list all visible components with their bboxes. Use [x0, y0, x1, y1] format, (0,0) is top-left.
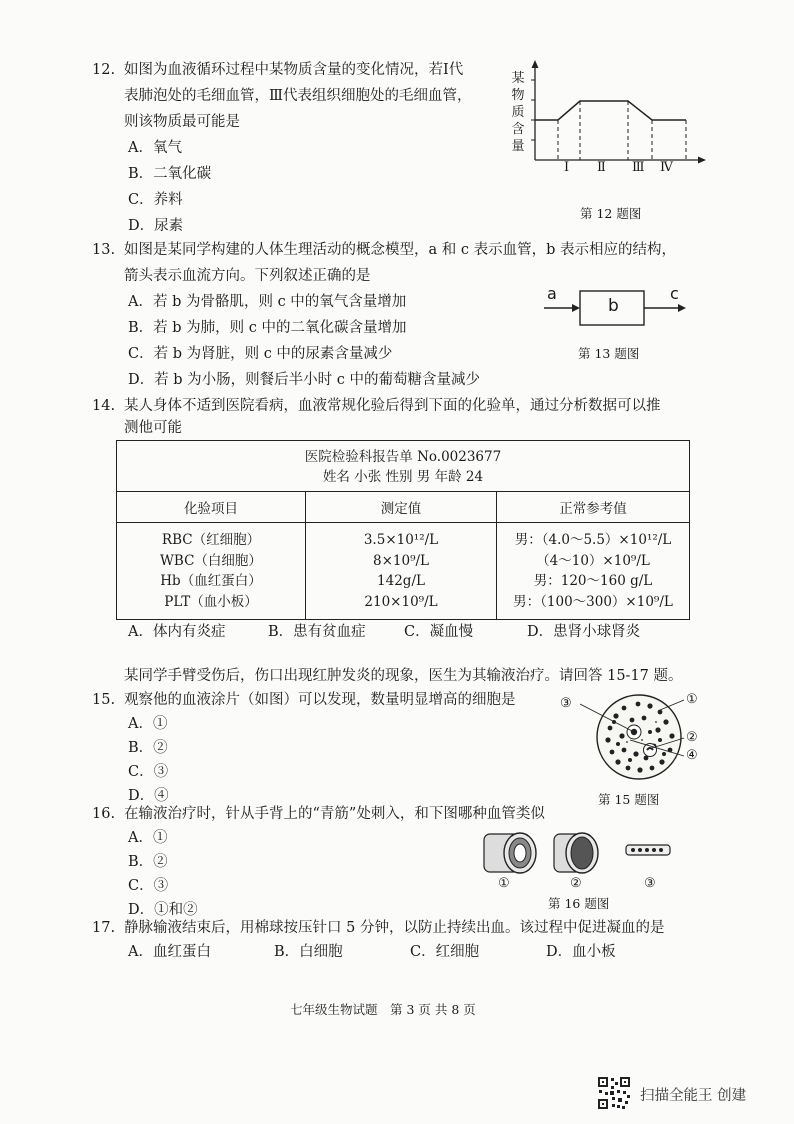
- q15-label-1: ①: [686, 692, 698, 707]
- q12-option-b[interactable]: B．二氧化碳: [128, 166, 212, 182]
- q12-line3: 则该物质最可能是: [124, 114, 240, 130]
- q12-option-a[interactable]: A．氧气: [128, 140, 182, 156]
- q15-number: 15.: [92, 692, 116, 708]
- q16-label-3: ③: [644, 876, 656, 891]
- q17-option-d[interactable]: D．血小板: [546, 944, 616, 960]
- report-item: RBC（红细胞）: [161, 532, 261, 548]
- report-value: 142g/L: [377, 573, 425, 589]
- q15-label-3: ③: [560, 696, 572, 711]
- q16-vessel-3-capillary: [624, 842, 674, 858]
- lab-report-table: [116, 440, 690, 620]
- q12-xlabel-1: Ⅰ: [564, 160, 570, 175]
- report-patient: 姓名 小张 性别 男 年龄 24: [322, 469, 484, 485]
- report-value: 3.5×10¹²/L: [363, 532, 439, 548]
- q12-option-d[interactable]: D．尿素: [128, 218, 184, 234]
- q17-stem: 17. 静脉输液结束后，用棉球按压针口 5 分钟，以防止持续出血。该过程中促进凝血的是: [92, 920, 665, 936]
- report-values-cell: [306, 523, 497, 620]
- q13-option-c[interactable]: C．若 b 为肾脏，则 c 中的尿素含量减少: [128, 346, 393, 362]
- q12-ylabel-char: 物: [511, 88, 525, 103]
- q12-xlabel-3: Ⅲ: [632, 160, 645, 175]
- q16-caption: 第 16 题图: [548, 896, 610, 911]
- q13-label-b: b: [608, 296, 619, 316]
- q12-chart: [528, 58, 708, 168]
- q15-label-4: ④: [686, 748, 698, 763]
- report-title: 医院检验科报告单 No.0023677: [304, 449, 502, 465]
- q17-option-a[interactable]: A．血红蛋白: [128, 944, 211, 960]
- q13-option-b[interactable]: B．若 b 为肺，则 c 中的二氧化碳含量增加: [128, 320, 407, 336]
- q16-vessel-2-vein: [548, 826, 604, 878]
- q13-label-a: a: [547, 284, 557, 303]
- q13-line1: 13. 如图是某同学构建的人体生理活动的概念模型，a 和 c 表示血管，b 表示相应的结构，: [92, 242, 676, 258]
- q12-y-arrow: [532, 60, 539, 68]
- report-header-item: 化验项目: [117, 492, 306, 523]
- report-header-reference: 正常参考值: [497, 492, 690, 523]
- q15-label-2: ②: [686, 730, 698, 745]
- q16-number: 16.: [92, 806, 116, 822]
- report-item: Hb（血红蛋白）: [160, 573, 262, 589]
- q15-stem: 15. 观察他的血液涂片（如图）可以发现，数量明显增高的细胞是: [92, 692, 516, 708]
- q13-number: 13.: [92, 242, 116, 258]
- q17-number: 17.: [92, 920, 116, 936]
- q12-line2: 表肺泡处的毛细血管，Ⅲ代表组织细胞处的毛细血管，: [124, 88, 472, 104]
- q16-option-d[interactable]: D．①和②: [128, 902, 198, 918]
- report-refs-cell: [497, 523, 690, 620]
- q15-caption: 第 15 题图: [598, 792, 660, 807]
- q13-caption: 第 13 题图: [578, 346, 640, 361]
- q12-option-c[interactable]: C．养料: [128, 192, 183, 208]
- q14-line2: 测他可能: [124, 420, 182, 436]
- q14-option-c[interactable]: C．凝血慢: [404, 624, 474, 640]
- q14-number: 14.: [92, 398, 116, 414]
- q17-option-c[interactable]: C．红细胞: [410, 944, 480, 960]
- report-ref: 男：（4.0～5.5）×10¹²/L: [514, 532, 672, 548]
- q16-vessel-1-artery: [478, 826, 540, 878]
- q12-ylabel-char: 质: [511, 105, 525, 120]
- q12-caption: 第 12 题图: [580, 206, 642, 221]
- q13-option-d[interactable]: D．若 b 为小肠，则餐后半小时 c 中的葡萄糖含量减少: [128, 372, 480, 388]
- page-footer: 七年级生物试题 第 3 页 共 8 页: [290, 1002, 476, 1017]
- q16-stem: 16. 在输液治疗时，针从手背上的“青筋”处刺入，和下图哪种血管类似: [92, 806, 545, 822]
- q16-option-a[interactable]: A．①: [128, 830, 168, 846]
- q14-option-d[interactable]: D．患肾小球肾炎: [527, 624, 641, 640]
- q15-leader-lines: [570, 692, 690, 762]
- section-intro: 某同学手臂受伤后，伤口出现红肿发炎的现象，医生为其输液治疗。请回答 15-17 题。: [124, 668, 683, 684]
- q14-option-a[interactable]: A．体内有炎症: [128, 624, 226, 640]
- report-items-cell: [117, 523, 306, 620]
- q12-x-arrow: [698, 157, 706, 164]
- q12-number: 12.: [92, 62, 116, 78]
- report-ref: （4～10）×10⁹/L: [536, 552, 650, 569]
- report-body-row: [117, 523, 690, 620]
- q13-line2: 箭头表示血流方向。下列叙述正确的是: [124, 268, 371, 284]
- q16-option-c[interactable]: C．③: [128, 878, 169, 894]
- q13-option-a[interactable]: A．若 b 为骨骼肌，则 c 中的氧气含量增加: [128, 294, 407, 310]
- q12-ylabel-char: 含: [511, 122, 525, 137]
- q14-option-b[interactable]: B．患有贫血症: [268, 624, 366, 640]
- report-header-value: 测定值: [306, 492, 497, 523]
- q15-option-c[interactable]: C．③: [128, 764, 169, 780]
- report-item: WBC（白细胞）: [160, 552, 262, 569]
- q12-xlabel-4: Ⅳ: [660, 160, 673, 175]
- q12-xlabel-2: Ⅱ: [597, 160, 606, 175]
- q12-dashed-guides: [558, 101, 686, 160]
- q15-option-d[interactable]: D．④: [128, 788, 169, 804]
- q17-option-b[interactable]: B．白细胞: [274, 944, 343, 960]
- report-value: 210×10⁹/L: [364, 593, 438, 610]
- q16-label-2: ②: [570, 876, 582, 891]
- q14-line1: 14. 某人身体不适到医院看病，血液常规化验后得到下面的化验单，通过分析数据可以推: [92, 398, 661, 414]
- report-ref: 男：（100～300）×10⁹/L: [513, 593, 673, 610]
- q15-option-a[interactable]: A．①: [128, 716, 168, 732]
- report-ref: 男：120～160 g/L: [533, 573, 653, 589]
- scanner-watermark: 扫描全能王 创建: [640, 1088, 747, 1104]
- q16-option-b[interactable]: B．②: [128, 854, 168, 870]
- report-title-row: [117, 441, 690, 492]
- report-header-row: [117, 492, 690, 523]
- q12-ylabel-char: 量: [511, 139, 525, 154]
- report-value: 8×10⁹/L: [372, 552, 429, 569]
- q15-option-b[interactable]: B．②: [128, 740, 168, 756]
- q12-curve: [535, 101, 686, 120]
- qr-code-icon: [597, 1076, 631, 1110]
- q13-label-c: c: [670, 284, 679, 303]
- report-item: PLT（血小板）: [164, 593, 258, 610]
- q16-label-1: ①: [498, 876, 510, 891]
- q12-line1: 12. 如图为血液循环过程中某物质含量的变化情况，若Ⅰ代: [92, 62, 464, 78]
- q12-ylabel-char: 某: [511, 71, 525, 86]
- q12-ylabel: [508, 70, 528, 155]
